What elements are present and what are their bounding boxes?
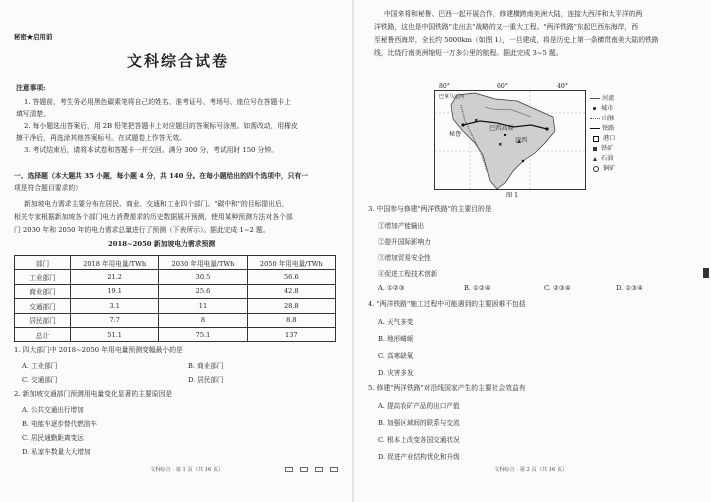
place-label: 秘鲁 bbox=[449, 131, 462, 138]
table-cell: 21.2 bbox=[71, 270, 159, 284]
page-footer: 文科综合 · 第 1 页（共 16 页） bbox=[150, 467, 224, 473]
q3-stem: 3. 中国参与修建"两洋铁路"的主要目的是 bbox=[368, 205, 492, 213]
page-edge-mark bbox=[703, 268, 709, 278]
q2-option-c[interactable]: C. 居民通勤距离变远 bbox=[22, 434, 84, 442]
q3-item: ①增加产能输出 bbox=[378, 222, 425, 230]
table-cell: 25.6 bbox=[159, 284, 247, 298]
table-row bbox=[15, 284, 336, 298]
q3-item: ②提升国际影响力 bbox=[378, 238, 431, 246]
q5-option-a[interactable]: A. 提高农矿产品的出口产值 bbox=[378, 402, 460, 410]
q5-stem: 5. 修建"两洋铁路"对沿线国家产生的主要社会效益有 bbox=[368, 384, 526, 392]
table-cell: 商业部门 bbox=[15, 284, 71, 298]
table-cell: 75.1 bbox=[159, 327, 247, 341]
table-cell: 30.5 bbox=[159, 270, 247, 284]
q3-item: ③增加贸易安全性 bbox=[378, 254, 431, 262]
q3-option-d[interactable]: D. ①③④ bbox=[616, 284, 643, 292]
q5-option-d[interactable]: D. 促进产业结构优化和升级 bbox=[378, 453, 460, 461]
table-header-row bbox=[15, 256, 336, 270]
legend-item: 铁矿 bbox=[590, 145, 613, 153]
south-america-map bbox=[434, 83, 586, 190]
intro-line: 中国来将和秘鲁、巴西一起开展合作，修建横跨南美洲大陆，连接大西洋和太平洋的两 bbox=[384, 10, 643, 18]
table-cell: 7.7 bbox=[71, 313, 159, 327]
lat-label: 80° bbox=[439, 83, 450, 90]
table-cell: 11 bbox=[159, 299, 247, 313]
q5-option-c[interactable]: C. 根本上改变各国交通状况 bbox=[378, 436, 460, 444]
table-title: 2018~2050 新加坡电力需求预测 bbox=[108, 240, 216, 248]
legend-item: 铁路 bbox=[590, 125, 614, 133]
q1-option-a[interactable]: A. 工业部门 bbox=[22, 362, 58, 370]
note-line: 1. 答题前，考生务必用黑色碳素笔将自己的姓名、准考证号、考场号、座位号在答题卡上 bbox=[24, 98, 291, 106]
intro-line: 相关专家根据新加坡各个部门电力消费需求的历史数据展开预测，使用某种预测方法对各个部 bbox=[14, 213, 293, 221]
place-label: 巴西 bbox=[515, 137, 528, 144]
legend-item: 港口 bbox=[590, 135, 615, 143]
q3-option-a[interactable]: A. ①②③ bbox=[378, 284, 405, 292]
intro-line: 洋铁路，这也是中国铁路"走出去"战略的又一重大工程。"两洋铁路"东起巴西东海岸，西 bbox=[374, 23, 638, 31]
q1-stem: 1. 四大部门中 2018~2050 年用电量预测变幅最小的是 bbox=[14, 346, 183, 354]
q1-option-c[interactable]: C. 交通部门 bbox=[22, 376, 58, 384]
table-cell: 3.1 bbox=[71, 299, 159, 313]
page-title: 文科综合试卷 bbox=[127, 52, 230, 70]
q4-option-d[interactable]: D. 灾害多发 bbox=[378, 369, 414, 377]
table-header: 部门 bbox=[15, 256, 71, 270]
table-cell: 137 bbox=[247, 327, 335, 341]
q4-option-c[interactable]: C. 高寒缺氧 bbox=[378, 352, 414, 360]
table-row bbox=[15, 313, 336, 327]
table-cell: 42.8 bbox=[247, 284, 335, 298]
lat-label: 40° bbox=[557, 83, 568, 90]
note-line: 填写清楚。 bbox=[16, 110, 50, 118]
q1-option-d[interactable]: D. 居民部门 bbox=[188, 376, 224, 384]
secret-label: 秘密★启用前 bbox=[14, 33, 53, 41]
map-caption: 图 1 bbox=[506, 192, 519, 199]
section-heading-cont: 项是符合题目要求的） bbox=[14, 184, 82, 192]
table-cell: 56.6 bbox=[247, 270, 335, 284]
q2-option-d[interactable]: D. 私家车数量大大增加 bbox=[22, 448, 91, 456]
note-line: 擦干净后，再选涂其他答案标号。在试题卷上作答无效。 bbox=[16, 134, 186, 142]
table-cell: 工业部门 bbox=[15, 270, 71, 284]
legend-item: 河流 bbox=[590, 95, 614, 103]
intro-line: 门 2030 年和 2050 年的电力需求总量进行了预测（下表所示）。据此完成 1~2 题。 bbox=[14, 226, 270, 234]
q4-option-a[interactable]: A. 天气多变 bbox=[378, 318, 414, 326]
intro-line: 线，比绕行南美洲缩短一万多公里的航程。据此完成 3~5 题。 bbox=[374, 49, 563, 57]
table-row bbox=[15, 270, 336, 284]
table-cell: 8 bbox=[159, 313, 247, 327]
place-label: 巴西高原 bbox=[489, 125, 514, 132]
right-page bbox=[354, 0, 711, 502]
left-page bbox=[0, 0, 352, 502]
place-label: 巴拿马运河 bbox=[439, 94, 465, 100]
q2-stem: 2. 新加坡交通部门预测用电量变化显著的主要原因是 bbox=[14, 390, 173, 398]
table-row bbox=[15, 299, 336, 313]
table-cell: 28.8 bbox=[247, 299, 335, 313]
intro-line: 至秘鲁西海岸，全长约 5000km（如图 1），一旦建成，将是历史上第一条横贯南美大陆的铁路 bbox=[374, 36, 659, 44]
note-line: 3. 考试结束后，请将本试卷和答题卡一并交回。满分 300 分，考试用时 150 分钟。 bbox=[24, 146, 278, 154]
legend-item: 铜矿 bbox=[590, 165, 615, 173]
notes-title: 注意事项: bbox=[16, 84, 46, 92]
table-row bbox=[15, 327, 336, 341]
legend-item: 山脉 bbox=[590, 115, 614, 123]
q3-option-c[interactable]: C. ②③④ bbox=[544, 284, 571, 292]
power-demand-table bbox=[14, 255, 336, 342]
page-footer: 文科综合 · 第 2 页（共 16 页） bbox=[494, 467, 568, 473]
table-cell: 总计 bbox=[15, 327, 71, 341]
lat-label: 60° bbox=[497, 83, 508, 90]
table-cell: 交通部门 bbox=[15, 299, 71, 313]
table-header: 2050 年用电量/TWh bbox=[247, 256, 335, 270]
table-cell: 居民部门 bbox=[15, 313, 71, 327]
q3-option-b[interactable]: B. ①②④ bbox=[464, 284, 491, 292]
table-cell: 51.1 bbox=[71, 327, 159, 341]
intro-line: 新加坡电力需求主要分布在居民、商业、交通和工业四个部门。"碳中和"的目标提出后， bbox=[24, 200, 289, 208]
q2-option-b[interactable]: B. 电能车逐步替代燃油车 bbox=[22, 420, 97, 428]
q2-option-a[interactable]: A. 公共交通出行增加 bbox=[22, 406, 84, 414]
section-heading: 一、选择题（本大题共 35 小题，每小题 4 分，共 140 分。在每小题给出的四个选项中，只有一 bbox=[14, 172, 309, 180]
q4-stem: 4. "两洋铁路"施工过程中可能遇到的主要困难不包括 bbox=[368, 300, 526, 308]
q3-item: ④促进工程技术创新 bbox=[378, 270, 438, 278]
table-header: 2018 年用电量/TWh bbox=[71, 256, 159, 270]
q1-option-b[interactable]: B. 商业部门 bbox=[188, 362, 224, 370]
table-header: 2030 年用电量/TWh bbox=[159, 256, 247, 270]
table-cell: 8.8 bbox=[247, 313, 335, 327]
legend-item: 城市 bbox=[590, 105, 613, 113]
map-graphic bbox=[435, 91, 585, 189]
q5-option-b[interactable]: B. 加强区域间的联系与交流 bbox=[378, 419, 460, 427]
note-line: 2. 每小题选出答案后，用 2B 铅笔把答题卡上对应题目的答案标号涂黑。如需改动，用橡皮 bbox=[24, 122, 298, 130]
table-cell: 19.1 bbox=[71, 284, 159, 298]
legend-item: 石油 bbox=[590, 155, 613, 163]
q4-option-b[interactable]: B. 地形崎岖 bbox=[378, 335, 414, 343]
